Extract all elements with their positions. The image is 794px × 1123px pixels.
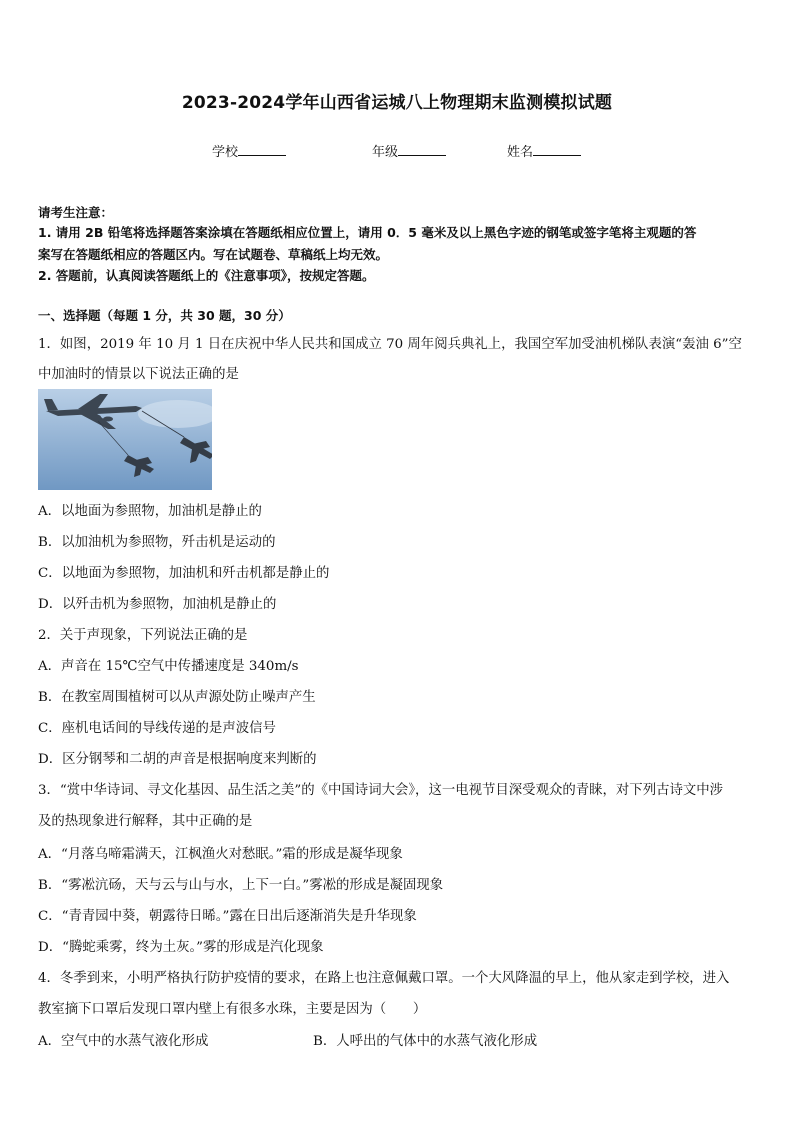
q2-option-d: D．区分钢琴和二胡的声音是根据响度来判断的 [38,752,317,767]
name-blank [533,143,581,156]
school-label: 学校 [212,145,239,160]
section-heading: 一、选择题（每题 1 分，共 30 题，30 分） [38,308,291,323]
school-field [212,141,286,160]
q2-option-a: A．声音在 15℃空气中传播速度是 340m/s [38,659,299,674]
q3-option-c: C．“青青园中葵，朝露待日晞。”露在日出后逐渐消失是升华现象 [38,909,417,924]
q2-option-c: C．座机电话间的导线传递的是声波信号 [38,721,276,736]
name-label: 姓名 [507,145,534,160]
q2-stem: 2．关于声现象，下列说法正确的是 [38,628,248,643]
school-blank [238,143,286,156]
q1-option-a: A．以地面为参照物，加油机是静止的 [38,504,262,519]
q3-stem-2: 及的热现象进行解释，其中正确的是 [38,814,253,829]
q3-option-a: A．“月落乌啼霜满天，江枫渔火对愁眠。”霜的形成是凝华现象 [38,847,403,862]
grade-label: 年级 [372,145,399,160]
grade-blank [398,143,446,156]
q1-option-b: B．以加油机为参照物，歼击机是运动的 [38,535,276,550]
q2-option-b: B．在教室周围植树可以从声源处防止噪声产生 [38,690,316,705]
notice-line-1: 1. 请用 2B 铅笔将选择题答案涂填在答题纸相应位置上，请用 0．5 毫米及以上黑色字迹的钢笔或签字笔将主观题的答 [38,225,697,240]
q1-option-d: D．以歼击机为参照物，加油机是静止的 [38,597,277,612]
q4-option-b: B．人呼出的气体中的水蒸气液化形成 [313,1034,538,1049]
q1-stem-2: 中加油时的情景以下说法正确的是 [38,367,239,382]
q4-stem-1: 4．冬季到来，小明严格执行防护疫情的要求，在路上也注意佩戴口罩。一个大风降温的早上，他从家走到学校，进入 [38,971,730,986]
notice-heading: 请考生注意： [38,205,114,220]
page-title: 2023-2024学年山西省运城八上物理期末监测模拟试题 [181,93,613,113]
notice-line-1b: 案写在答题纸相应的答题区内。写在试题卷、草稿纸上均无效。 [38,247,389,262]
q3-option-b: B．“雾凇沆砀，天与云与山与水，上下一白。”雾凇的形成是凝固现象 [38,878,444,893]
q3-option-d: D．“腾蛇乘雾，终为土灰。”雾的形成是汽化现象 [38,940,324,955]
q3-stem-1: 3．“赏中华诗词、寻文化基因、品生活之美”的《中国诗词大会》，这一电视节目深受观众的青睐，对下列古诗文中涉 [38,783,724,798]
q4-stem-2: 教室摘下口罩后发现口罩内壁上有很多水珠，主要是因为（ ） [38,1002,427,1017]
name-field [507,141,581,160]
aircraft-refueling-image [38,389,212,490]
notice-line-2: 2. 答题前，认真阅读答题纸上的《注意事项》，按规定答题。 [38,268,375,283]
q1-stem-1: 1．如图，2019 年 10 月 1 日在庆祝中华人民共和国成立 70 周年阅兵典礼上，我国空军加受油机梯队表演“轰油 6”空 [38,337,742,352]
refueling-photo [38,389,212,490]
q1-option-c: C．以地面为参照物，加油机和歼击机都是静止的 [38,566,330,581]
grade-field [372,141,446,160]
q4-option-a: A．空气中的水蒸气液化形成 [38,1034,209,1049]
